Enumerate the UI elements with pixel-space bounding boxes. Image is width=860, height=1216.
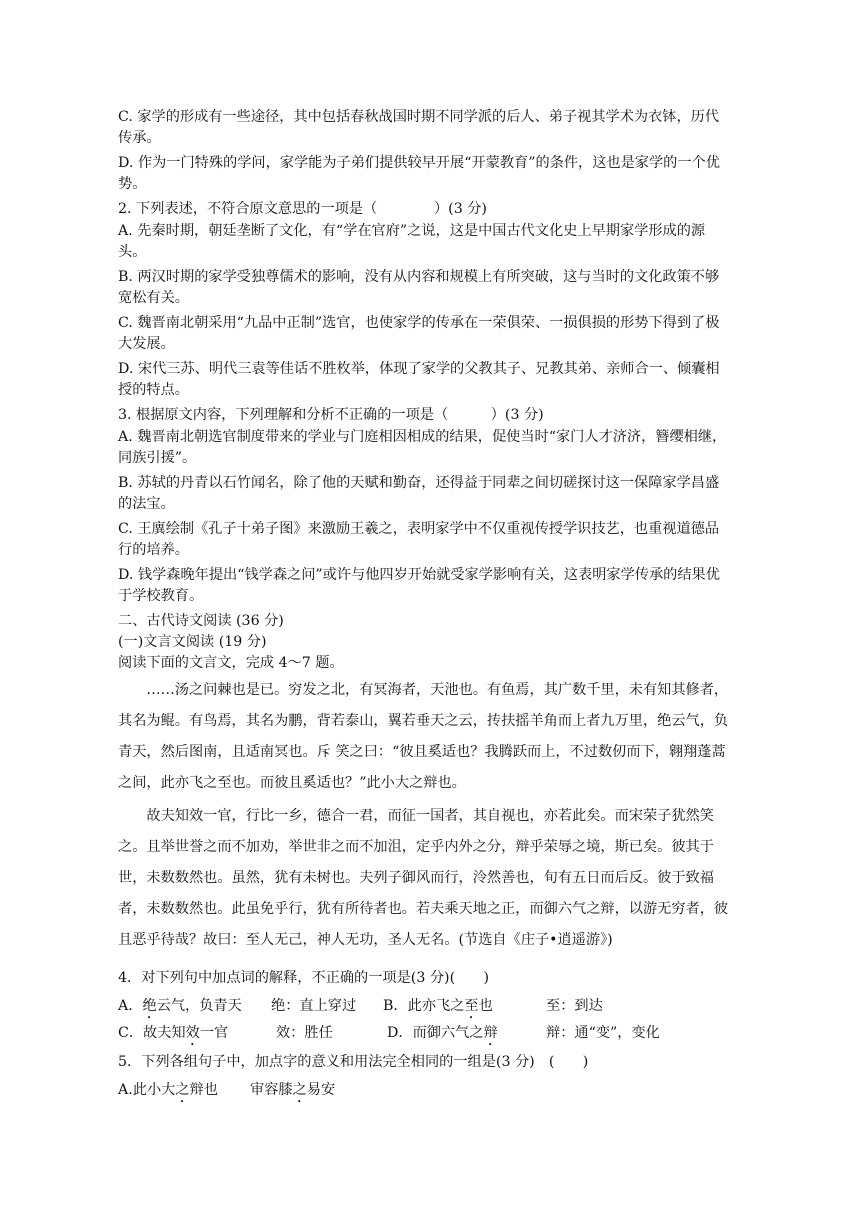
section-2-heading: 二、古代诗文阅读 (36 分) (118, 613, 284, 629)
q4-option-b: B．此亦飞之至也 (383, 998, 493, 1014)
option-c-q1: C. 家学的形成有一些途径，其中包括春秋战国时期不同学派的后人、弟子视其学术为衣钵，历代传承。 (118, 109, 720, 146)
q3-option-b: B. 苏轼的丹青以石竹闻名，除了他的天赋和勤奋，还得益于同辈之间切磋探讨这一保障家学昌盛的法宝。 (118, 475, 720, 512)
q2-option-b: B. 两汉时期的家学受独尊儒术的影响，没有从内容和规模上有所突破，这与当时的文化政策不够宽松有关。 (118, 269, 720, 306)
q5-option-a-second: 审容膝之易安 (250, 1082, 336, 1098)
dotted-word: 之 (175, 1082, 190, 1098)
dotted-word: 效 (185, 1025, 200, 1041)
question-5-stem: 5．下列各组句子中，加点字的意义和用法完全相同的一组是(3 分) ( ) (118, 1054, 589, 1070)
q2-option-a: A. 先秦时期，朝廷垄断了文化，有“学在官府”之说，这是中国古代文化史上早期家学形成的源头。 (118, 223, 706, 260)
passage-paragraph-1: ……汤之问棘也是已。穷发之北，有冥海者，天池也。有鱼焉，其广数千里，未有知其修者，其名为鲲。有鸟焉，其名为鹏，背若泰山，翼若垂天之云，抟扶摇羊角而上者九万里，绝云气，负青天，然后图南，且适南冥也。斥 笑之曰：“彼且奚适也？我腾跃而上，不过数仞而下，翱翔蓬蒿之间，此亦飞之至也。而彼且奚适也？”此小大之辩也。 (118, 682, 729, 791)
q4-option-d-gloss: 辩：通“变”，变化 (546, 1025, 660, 1041)
q3-option-a: A. 魏晋南北朝选官制度带来的学业与门庭相因相成的结果，促使当时“家门人才济济，簪缨相继，同族引援”。 (118, 429, 727, 466)
dotted-word: 绝 (142, 998, 157, 1014)
q2-option-c: C. 魏晋南北朝采用“九品中正制”选官，也使家学的传承在一荣俱荣、一损俱损的形势下得到了极大发展。 (118, 315, 720, 352)
passage-paragraph-2: 故夫知效一官，行比一乡，德合一君，而征一国者，其自视也，亦若此矣。而宋荣子犹然笑之。且举世誉之而不加劝，举世非之而不加沮，定乎内外之分，辩乎荣辱之境，斯已矣。彼其于世，未数数然也。虽然，犹有未树也。夫列子御风而行，泠然善也，旬有五日而后反。彼于致福者，未数数然也。此虽免乎行，犹有所待者也。若夫乘天地之正，而御六气之辩，以游无穷者，彼且恶乎待哉？故曰：至人无己，神人无功，圣人无名。(节选自《庄子•逍遥游》) (118, 808, 729, 948)
q4-option-b-gloss: 至：到达 (546, 998, 603, 1014)
question-4-stem: 4．对下列句中加点词的解释，不正确的一项是(3 分)( ) (118, 970, 490, 986)
q5-option-a-first: A.此小大之辩也 (118, 1082, 218, 1098)
dotted-word: 之 (292, 1082, 307, 1098)
q2-option-d: D. 宋代三苏、明代三袁等佳话不胜枚举，体现了家学的父教其子、兄教其弟、亲师合一、倾囊相授的特点。 (118, 361, 720, 398)
q4-option-c-gloss: 效：胜任 (276, 1025, 333, 1041)
q3-option-d: D. 钱学森晚年提出“钱学森之问”或许与他四岁开始就受家学影响有关，这表明家学传承的结果优于学校教育。 (118, 567, 720, 604)
option-d-q1: D. 作为一门特殊的学问，家学能为子弟们提供较早开展“开蒙教育”的条件，这也是家学的一个优势。 (118, 155, 720, 192)
question-3-stem: 3. 根据原文内容，下列理解和分析不正确的一项是（ ）(3 分) (118, 407, 544, 423)
q4-option-d: D．而御六气之辩 (387, 1025, 498, 1041)
dotted-word: 至 (464, 998, 479, 1014)
q4-option-c: C．故夫知效一官 (118, 1025, 229, 1041)
subsection-1-heading: (一)文言文阅读 (19 分) (118, 634, 267, 650)
q4-option-a-gloss: 绝：直上穿过 (271, 998, 357, 1014)
q4-option-a: A．绝云气，负青天 (118, 998, 242, 1014)
q3-option-c: C. 王廙绘制《孔子十弟子图》来激励王羲之，表明家学中不仅重视传授学识技艺，也重视道德品行的培养。 (118, 521, 720, 558)
reading-instruction: 阅读下面的文言文，完成 4～7 题。 (118, 655, 344, 671)
dotted-word: 辩 (483, 1025, 498, 1041)
question-2-stem: 2. 下列表述，不符合原文意思的一项是（ ）(3 分) (118, 201, 487, 217)
